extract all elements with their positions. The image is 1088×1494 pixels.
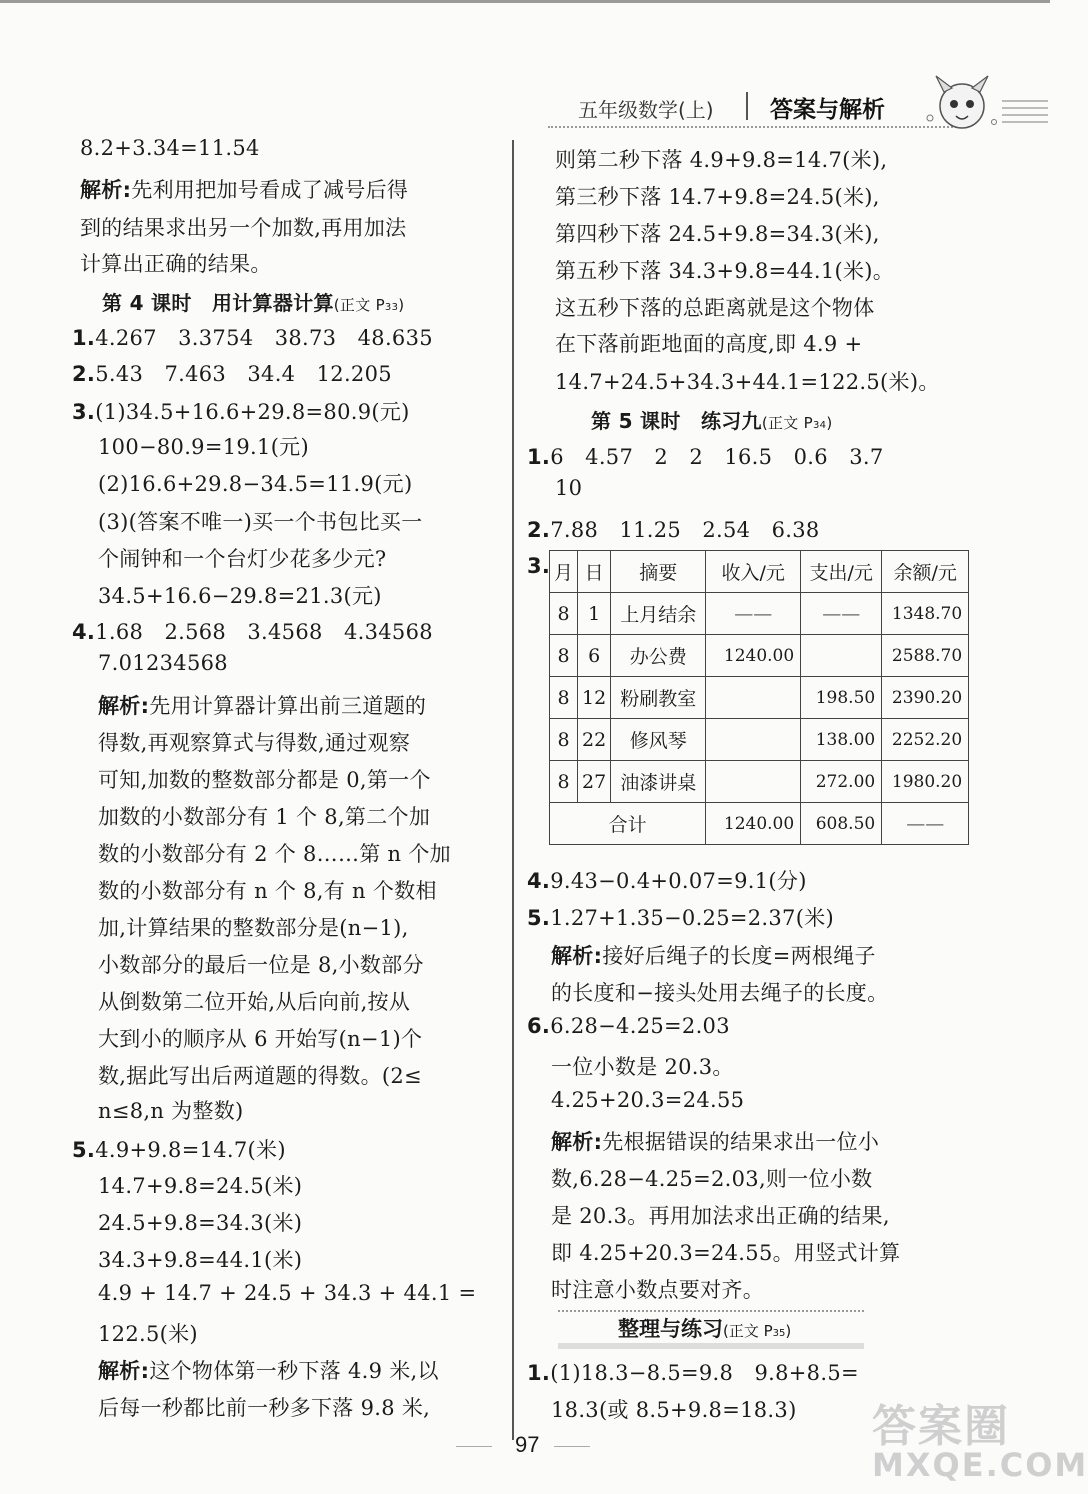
text-line: 4.25+20.3=24.55 (551, 1088, 745, 1112)
text-line: 即 4.25+20.3=24.55。用竖式计算 (551, 1241, 901, 1265)
table-row (550, 761, 969, 803)
table-cell (706, 677, 801, 719)
answer-line: 5.4.9+9.8=14.7(米) (72, 1138, 286, 1162)
table-cell: 272.00 (801, 761, 882, 803)
page-number-rule-left (456, 1446, 492, 1447)
text-line: 24.5+9.8=34.3(米) (98, 1211, 303, 1235)
table-cell: 198.50 (801, 677, 882, 719)
table-row (550, 635, 969, 677)
text-line: 34.3+9.8=44.1(米) (98, 1248, 303, 1272)
top-edge-line (0, 0, 1050, 3)
col-header: 日 (578, 551, 611, 593)
text-line: 后每一秒都比前一秒多下落 9.8 米, (98, 1396, 431, 1420)
lesson-heading: 第 5 课时 练习九(正文 P34) (591, 409, 833, 433)
text-line: 4.9 + 14.7 + 24.5 + 34.3 + 44.1 = (98, 1281, 477, 1305)
table-cell: 1348.70 (882, 593, 969, 635)
text-line: (3)(答案不唯一)买一个书包比买一 (98, 510, 423, 534)
table-cell: 2390.20 (882, 677, 969, 719)
text-line: 10 (555, 476, 583, 500)
column-divider (512, 140, 514, 1440)
text-line: 在下落前距地面的高度,即 4.9 + (555, 332, 863, 356)
answer-line: 5.1.27+1.35−0.25=2.37(米) (527, 906, 835, 930)
table-cell: 8 (550, 719, 578, 761)
answer-line: 1.(1)18.3−8.5=9.8 9.8+8.5= (527, 1361, 859, 1385)
header-separator (746, 92, 748, 120)
analysis-line: 解析:先利用把加号看成了减号后得 (80, 178, 409, 202)
answer-line: 2.7.88 11.25 2.54 6.38 (527, 518, 820, 542)
text-line: 14.7+24.5+34.3+44.1=122.5(米)。 (555, 370, 940, 394)
text-line: 加数的小数部分有 1 个 8,第二个加 (98, 805, 431, 829)
table-cell: —— (801, 593, 882, 635)
table-cell: 608.50 (801, 803, 882, 845)
text-line: 一位小数是 20.3。 (551, 1055, 734, 1079)
table-cell: 22 (578, 719, 611, 761)
table-cell: 2588.70 (882, 635, 969, 677)
table-cell: 12 (578, 677, 611, 719)
table-cell: 1240.00 (706, 635, 801, 677)
text-line: 计算出正确的结果。 (80, 252, 272, 276)
page-number: 97 (515, 1432, 540, 1457)
answer-line: 3.(1)34.5+16.6+29.8=80.9(元) (72, 400, 410, 424)
header-book-title: 五年级数学(上) (578, 98, 714, 122)
table-cell: 合计 (550, 803, 706, 845)
text-line: 第四秒下落 24.5+9.8=34.3(米), (555, 222, 880, 246)
text-line: 个闹钟和一个台灯少花多少元? (98, 547, 387, 571)
analysis-line: 解析:接好后绳子的长度=两根绳子 (551, 944, 876, 968)
table-cell (706, 761, 801, 803)
col-header: 收入/元 (706, 551, 801, 593)
text-line: 第五秒下落 34.3+9.8=44.1(米)。 (555, 259, 895, 283)
text-line: 第三秒下落 14.7+9.8=24.5(米), (555, 185, 880, 209)
text-line: 14.7+9.8=24.5(米) (98, 1174, 303, 1198)
answer-line: 4.9.43−0.4+0.07=9.1(分) (527, 869, 807, 893)
watermark-bottom: MXQE.COM (872, 1446, 1088, 1484)
table-cell: 8 (550, 677, 578, 719)
text-line: 的长度和−接头处用去绳子的长度。 (551, 981, 889, 1005)
text-line: 从倒数第二位开始,从后向前,按从 (98, 990, 411, 1014)
table-cell: 粉刷教室 (611, 677, 706, 719)
text-line: 则第二秒下落 4.9+9.8=14.7(米), (555, 148, 888, 172)
answer-line: 3. (527, 554, 551, 578)
answer-line: 4.1.68 2.568 3.4568 4.34568 (72, 620, 433, 644)
table-cell: —— (882, 803, 969, 845)
table-cell: 138.00 (801, 719, 882, 761)
watermark-top: 答案圈 (872, 1401, 1010, 1452)
answer-line: 6.6.28−4.25=2.03 (527, 1014, 730, 1038)
table-row (550, 677, 969, 719)
text-line: n≤8,n 为整数) (98, 1099, 244, 1123)
text-line: 数,据此写出后两道题的得数。(2≤ (98, 1064, 422, 1088)
text-line: 数,6.28−4.25=2.03,则一位小数 (551, 1167, 873, 1191)
table-row (550, 593, 969, 635)
table-cell: 油漆讲桌 (611, 761, 706, 803)
watermark (872, 1390, 1088, 1484)
text-line: 34.5+16.6−29.8=21.3(元) (98, 584, 382, 608)
table-cell: 8 (550, 635, 578, 677)
text-line: 7.01234568 (98, 651, 228, 675)
table-total-row (550, 803, 969, 845)
text-line: 18.3(或 8.5+9.8=18.3) (551, 1398, 797, 1422)
table-cell: —— (706, 593, 801, 635)
text-line: 时注意小数点要对齐。 (551, 1278, 764, 1302)
text-line: 是 20.3。再用加法求出正确的结果, (551, 1204, 890, 1228)
table-cell: 8 (550, 761, 578, 803)
section-top-rule (558, 1310, 864, 1312)
table-cell: 上月结余 (611, 593, 706, 635)
header-section-title: 答案与解析 (770, 97, 885, 123)
lesson-heading: 第 4 课时 用计算器计算(正文 P33) (102, 291, 405, 315)
text-line: 可知,加数的整数部分都是 0,第一个 (98, 768, 431, 792)
text-line: 100−80.9=19.1(元) (98, 435, 309, 459)
section-underline (558, 1343, 864, 1349)
table-cell: 8 (550, 593, 578, 635)
table-cell: 2252.20 (882, 719, 969, 761)
text-line: 得数,再观察算式与得数,通过观察 (98, 731, 411, 755)
text-line: 8.2+3.34=11.54 (80, 136, 260, 160)
table-row (550, 719, 969, 761)
answer-line: 1.6 4.57 2 2 16.5 0.6 3.7 (527, 445, 884, 469)
text-line: 到的结果求出另一个加数,再用加法 (80, 216, 407, 240)
text-line: 加,计算结果的整数部分是(n−1), (98, 916, 409, 940)
analysis-line: 解析:先根据错误的结果求出一位小 (551, 1130, 880, 1154)
text-line: 小数部分的最后一位是 8,小数部分 (98, 953, 424, 977)
text-line: 122.5(米) (98, 1322, 198, 1346)
text-line: 大到小的顺序从 6 开始写(n−1)个 (98, 1027, 423, 1051)
ledger-table (549, 550, 969, 845)
table-cell: 修风琴 (611, 719, 706, 761)
table-header-row (550, 551, 969, 593)
table-cell: 6 (578, 635, 611, 677)
text-line: 数的小数部分有 2 个 8……第 n 个加 (98, 842, 451, 866)
table-cell (706, 719, 801, 761)
col-header: 摘要 (611, 551, 706, 593)
table-cell (801, 635, 882, 677)
analysis-line: 解析:这个物体第一秒下落 4.9 米,以 (98, 1359, 439, 1383)
col-header: 支出/元 (801, 551, 882, 593)
section-heading: 整理与练习(正文 P35) (618, 1317, 792, 1341)
col-header: 余额/元 (882, 551, 969, 593)
table-cell: 1 (578, 593, 611, 635)
table-cell: 1240.00 (706, 803, 801, 845)
col-header: 月 (550, 551, 578, 593)
text-line: 这五秒下落的总距离就是这个物体 (555, 296, 875, 320)
table-cell: 1980.20 (882, 761, 969, 803)
mascot-icon (922, 70, 1002, 140)
header-rule (548, 126, 968, 128)
table-cell: 办公费 (611, 635, 706, 677)
header-stripes (1002, 100, 1048, 128)
answer-line: 2.5.43 7.463 34.4 12.205 (72, 362, 392, 386)
text-line: 数的小数部分有 n 个 8,有 n 个数相 (98, 879, 437, 903)
analysis-line: 解析:先用计算器计算出前三道题的 (98, 694, 427, 718)
text-line: (2)16.6+29.8−34.5=11.9(元) (98, 472, 413, 496)
answer-line: 1.4.267 3.3754 38.73 48.635 (72, 326, 433, 350)
table-cell: 27 (578, 761, 611, 803)
page-number-rule-right (554, 1446, 590, 1447)
